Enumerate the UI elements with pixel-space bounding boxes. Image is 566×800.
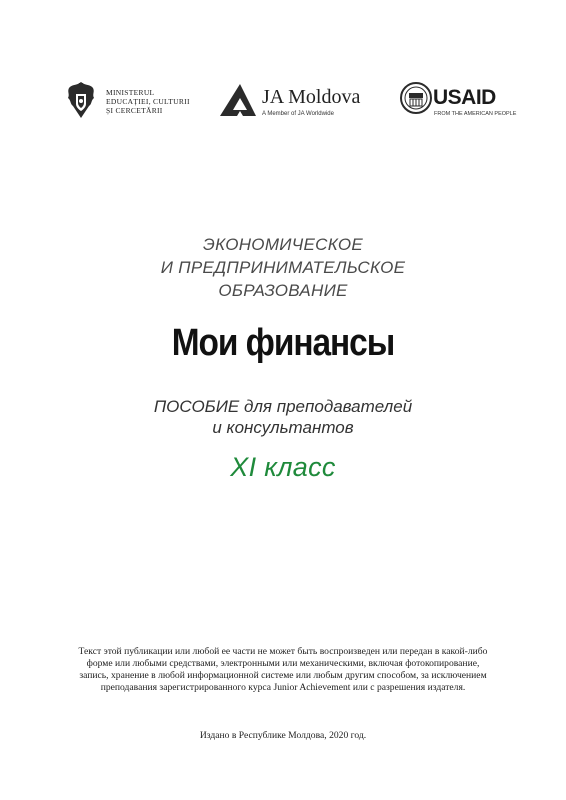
- usaid-tagline: FROM THE AMERICAN PEOPLE: [434, 111, 517, 117]
- subject-heading: [0, 233, 566, 302]
- copyright-line-3: запись, хранение в любой информационной системе или любым другим способом, за исключением: [79, 670, 487, 681]
- subject-line-3: ОБРАЗОВАНИЕ: [218, 281, 348, 300]
- book-title: Мои финансы: [171, 322, 395, 364]
- manual-subtitle: [0, 396, 566, 438]
- ministry-logo: [64, 80, 190, 122]
- ja-name: JA Moldova: [262, 86, 361, 108]
- subject-line-1: ЭКОНОМИЧЕСКОЕ: [202, 235, 364, 254]
- ja-mountain-icon: [218, 80, 258, 118]
- copyright-notice: [58, 646, 508, 694]
- usaid-name: USAID: [433, 86, 496, 109]
- ministry-line-2: EDUCAȚIEI, CULTURII: [106, 96, 190, 106]
- grade-label: XI класс: [230, 452, 336, 482]
- subject-line-2: И ПРЕДПРИНИМАТЕЛЬСКОЕ: [160, 258, 406, 277]
- manual-line-2: и консультантов: [212, 418, 354, 437]
- ministry-line-3: ȘI CERCETĂRII: [106, 105, 163, 115]
- manual-line-1: ПОСОБИЕ для преподавателей: [153, 397, 413, 416]
- ministry-line-1: MINISTERUL: [106, 87, 155, 97]
- copyright-line-2: форме или любыми средствами, электронными или механическими, включая фотокопирование,: [86, 658, 480, 669]
- copyright-line-4: преподавания зарегистрированного курса Junior Achievement или с разрешения издателя.: [100, 682, 466, 693]
- coat-of-arms-icon: [64, 80, 98, 122]
- copyright-line-1: Текст этой публикации или любой ее части не может быть воспроизведен или передан в какой-либо: [78, 646, 488, 657]
- publication-note: Издано в Республике Молдова, 2020 год.: [199, 730, 367, 741]
- ja-tagline: A Member of JA Worldwide: [262, 111, 334, 117]
- logos-row: [0, 74, 566, 134]
